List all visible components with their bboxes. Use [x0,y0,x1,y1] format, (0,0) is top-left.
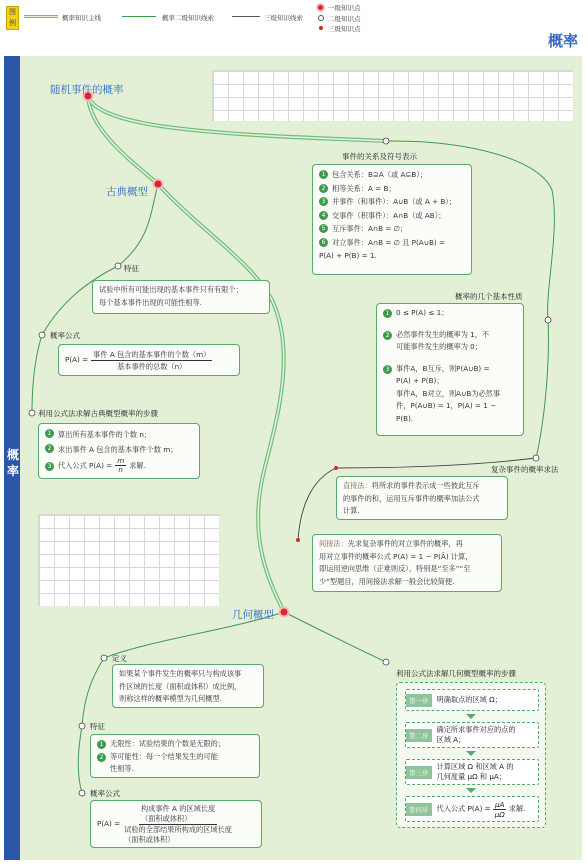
geo-steps-box [396,682,546,828]
formula-box: P(A) = $\frac{\text{事件 A 包含的基本事件的个数（m）}}{\text{基本事件的总数（n）}}$ [58,344,240,376]
node-classical-steps-label: 利用公式法求解古典概型概率的步骤 [38,409,158,418]
node-complex-label: 复杂事件的概率求法 [491,465,559,474]
legend-level2-label: 二级知识点 [328,15,361,23]
bullet-3-icon: 3 [383,365,392,374]
geo-step-2: 第二步 确定所求事件对应的点的 区域 A； [405,722,539,748]
steps-fraction: $\frac{m}{n}$ [117,456,125,474]
bullet-2-icon: 2 [97,753,106,762]
node-geo-feature-label: 特征 [90,722,105,731]
legend-second-line-label: 概率二级知识线索 [162,14,214,22]
node-formula-label: 概率公式 [50,331,80,340]
node-geo-formula-label: 概率公式 [90,789,120,798]
bullet-1-icon: 1 [97,740,106,749]
node-classical-title: 古典概型 [106,186,148,198]
sidebar-label: 概率 [6,448,19,478]
basic-props-box: 1 0 ≤ P(A) ≤ 1； 2 必然事件发生的概率为 1，不 可能事件发生的概率为 0； 3 事件A，B互斥，则P(A∪B) = P(A) + P(B)； 事件A，B对立，则A∪B为必然事 件，P(A∪B) = 1，P(A) = 1 − P(B). [376,303,524,436]
geo-formula-box: P(A) = 构成事件 A 的区域长度 （面积或体积） 试验的全部结果所构成的区域长度 （面积或体积） [90,800,262,848]
step-arrow-icon [466,714,476,719]
legend-level3-label: 三级知识点 [328,25,361,33]
geo-feature-box: 1 无限性：试验结果的个数是无限的； 2 等可能性：每一个结果发生的可能 性相等. [90,734,260,778]
node-geometric-title: 几何概型 [232,609,274,621]
node-basic-props-label: 概率的几个基本性质 [455,292,523,301]
step-arrow-icon [466,788,476,793]
legend-third-line-label: 三级知识线索 [264,14,303,22]
bullet-1-icon: 1 [45,429,54,438]
indirect-method-box: 间接法：先求复杂事件的对立事件的概率，再 用对立事件的概率公式 P(A) = 1 − P(Ā) 计算， 即运用逆向思维（正难则反），特别是“至多”“至 少”型题目，用间接法求解一般会比较简便. [312,534,502,592]
node-definition-label: 定义 [112,654,127,663]
geo-formula-fraction: 构成事件 A 的区域长度 （面积或体积） 试验的全部结果所构成的区域长度 （面积或体积） [124,803,232,844]
formula-fraction: $\frac{\text{事件 A 包含的基本事件的个数（m）}}{\text{基本事件的总数（n）}}$ [93,349,211,371]
feature-box: 试验中所有可能出现的基本事件只有有限个； 每个基本事件出现的可能性相等. [92,280,270,314]
geo-step-3: 第三步 计算区域 Ω 和区域 A 的 几何度量 μΩ 和 μA； [405,759,539,785]
bullet-3-icon: 3 [45,462,54,471]
bullet-2-icon: 2 [45,444,54,453]
legend-main-line-label: 概率知识主线 [62,14,101,22]
bullet-4-icon: 4 [319,211,328,220]
bullet-5-icon: 5 [319,224,328,233]
node-geo-steps-label: 利用公式法求解几何概型概率的步骤 [396,669,516,678]
step-arrow-icon [466,751,476,756]
geo-step-1: 第一步 明确取点的区域 Ω； [405,689,539,711]
bullet-1-icon: 1 [319,170,328,179]
step4-fraction: $\frac{\mu A}{\mu\Omega}$ [494,799,505,819]
legend-level1-label: 一级知识点 [328,4,361,12]
bullet-3-icon: 3 [319,197,328,206]
bullet-1-icon: 1 [383,309,392,318]
classical-steps-box: 1 算出所有基本事件的个数 n； 2 求出事件 A 包含的基本事件个数 m； 3 代入公式 P(A) = $\frac{m}{n}$ 求解. [38,423,200,479]
bullet-2-icon: 2 [383,331,392,340]
bullet-2-icon: 2 [319,184,328,193]
legend-tag: 图例 [6,6,19,30]
direct-method-box: 直接法：将所求的事件表示成一些彼此互斥 的事件的和，运用互斥事件的概率加法公式 计算. [336,476,508,520]
node-relations-label: 事件的关系及符号表示 [342,152,417,161]
bullet-6-icon: 6 [319,238,328,247]
relations-box: 1 包含关系：B⊇A（或 A⊆B）； 2 相等关系：A = B； 3 并事件（和事件）：A∪B（或 A + B）； 4 交事件（积事件）：A∩B（或 AB）； 5 互斥事件：A∩B = ∅； 6 对立事件：A∩B = ∅ 且 P(A∪B) = P(A) + P(B) = 1. [312,164,472,275]
page-title: 概率 [547,32,578,50]
node-random-event-title: 随机事件的概率 [50,84,124,96]
definition-box: 如果某个事件发生的概率只与构成该事 件区域的长度（面积或体积）成比例， 则称这样的概率模型为几何概型. [112,664,264,708]
geo-step-4: 第四步 代入公式 P(A) = $\frac{\mu A}{\mu\Omega}$ 求解. [405,796,539,822]
node-feature-label: 特征 [124,264,139,273]
